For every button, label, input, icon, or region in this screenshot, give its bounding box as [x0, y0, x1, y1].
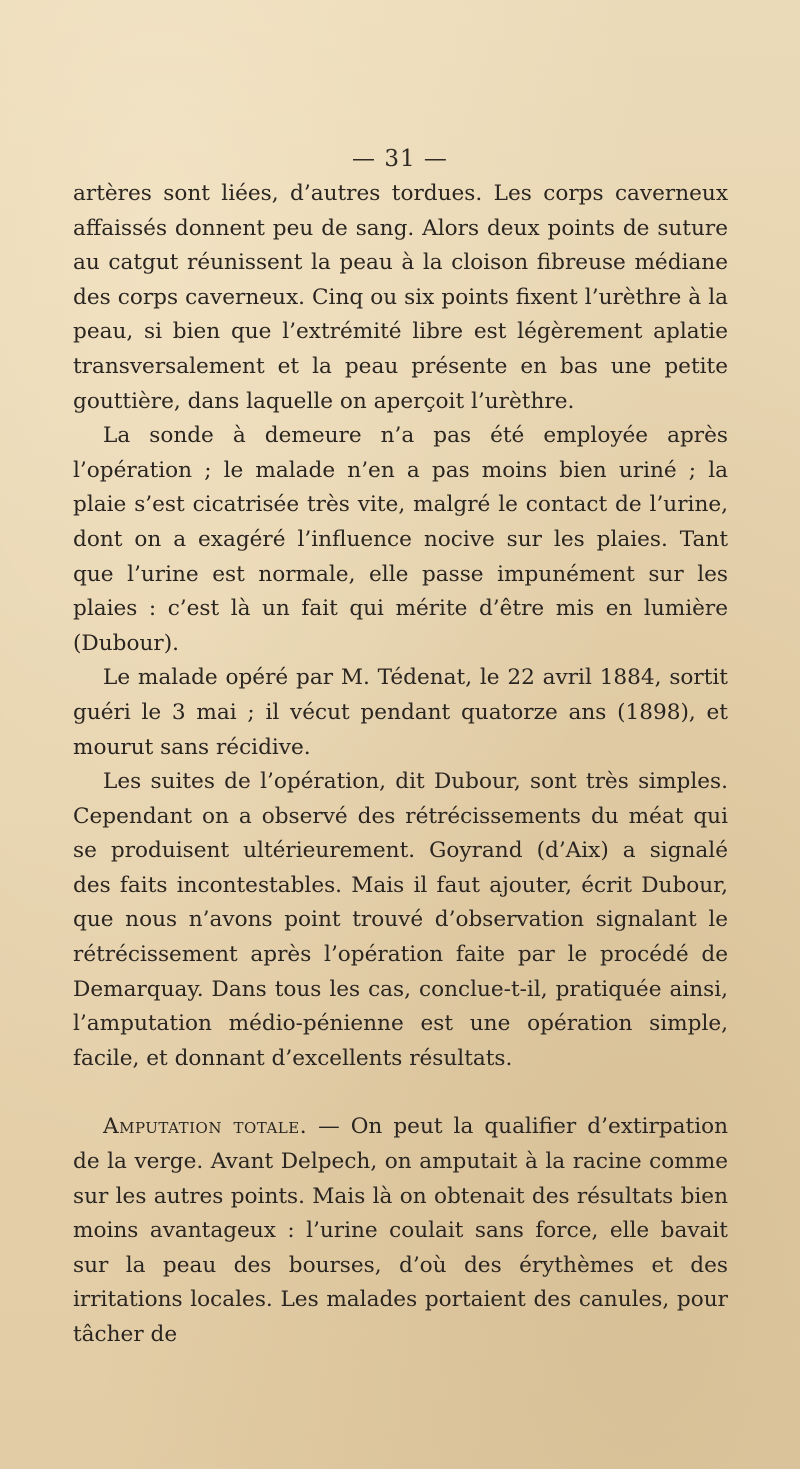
page-number: — 31 — [352, 146, 448, 172]
paragraph-2: La sonde à demeure n’a pas été employée après l’opération ; le malade n’en a pas moins bien uriné ; la plaie s’est cicatrisée très vite, malgré le contact de l’urine, dont on a exagéré l’influence nocive sur les plaies. Tant que l’urine est normale, elle passe impunément sur les plaies : c’est là un fait qui mérite d’être mis en lumière (Dubour). [73, 423, 728, 656]
section-paragraph [73, 1110, 728, 1352]
paragraph-1: artères sont liées, d’autres tordues. Les corps caverneux affaissés donnent peu de sang. Alors deux points de suture au catgut réunissent la peau à la cloison fibreuse médiane des corps caverneux. Cinq ou six points fixent l’urèthre à la peau, si bien que l’extrémité libre est légèrement aplatie transversalement et la peau présente en bas une petite gouttière, dans laquelle on aperçoit l’urèthre. [73, 181, 728, 414]
body-text [73, 177, 728, 1353]
section-heading: Amputation totale. [103, 1114, 308, 1140]
paragraph-4: Les suites de l’opération, dit Dubour, sont très simples. Cependant on a observé des rétrécissements du méat qui se produisent ultérieurement. Goyrand (d’Aix) a signalé des faits incontestables. Mais il faut ajouter, écrit Dubour, que nous n’avons point trouvé d’observation signalant le rétrécissement après l’opération faite par le procédé de Demarquay. Dans tous les cas, conclue-t-il, pratiquée ainsi, l’amputation médio-pénienne est une opération simple, facile, et donnant d’excellents résultats. [73, 769, 728, 1071]
section-text: — On peut la qualifier d’extirpation de la verge. Avant Delpech, on amputait à la racine comme sur les autres points. Mais là on obtenait des résultats bien moins avantageux : l’urine coulait sans force, elle bavait sur la peau des bourses, d’où des érythèmes et des irritations locales. Les malades portaient des canules, pour tâcher de [73, 1114, 729, 1347]
paragraph-3: Le malade opéré par M. Tédenat, le 22 avril 1884, sortit guéri le 3 mai ; il vécut pendant quatorze ans (1898), et mourut sans récidive. [73, 665, 728, 760]
